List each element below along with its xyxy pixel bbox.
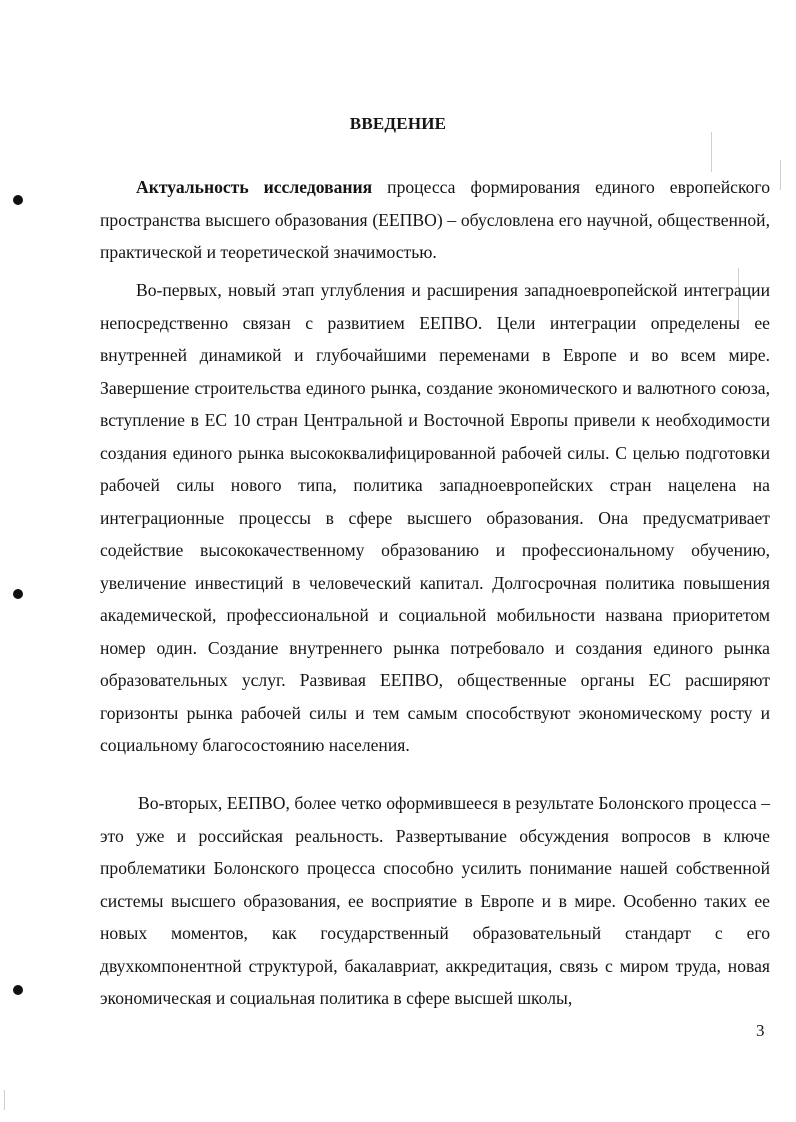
- page-number: 3: [756, 1021, 765, 1040]
- paragraph-first-reason: Во-первых, новый этап углубления и расширения западноевропейской интеграции непосредственно связан с развитием ЕЕПВО. Цели интеграции определены ее внутренней динамикой и глубочайшими переменами в Европе и во всем мире. Завершение строительства единого рынка, создание экономического и валютного союза, вступление в ЕС 10 стран Центральной и Восточной Европы привели к необходимости создания единого рынка высококвалифицированной рабочей силы. С целью подготовки рабочей силы нового типа, политика западноевропейских стран нацелена на интеграционные процессы в сфере высшего образования. Она предусматривает содействие высококачественному образованию и профессиональному обучению, увеличение инвестиций в человеческий капитал. Долгосрочная политика повышения академической, профессиональной и социальной мобильности названа приоритетом номер один. Создание внутреннего рынка потребовало и создания единого рынка образовательных услуг. Развивая ЕЕПВО, общественные органы ЕС расширяют горизонты рынка рабочей силы и тем самым способствуют экономическому росту и социальному благосостоянию населения.: [100, 280, 770, 755]
- scan-artifact: [780, 160, 781, 190]
- paragraph-text: процесса формирования единого европейского пространства высшего образования (ЕЕПВО) – обусловлена его научной, общественной, практической и теоретической значимостью.: [100, 177, 770, 262]
- paragraph-lead-term: Актуальность исследования: [136, 177, 373, 197]
- binder-hole-mark: [13, 985, 23, 995]
- scan-artifact: [711, 132, 712, 172]
- paragraph-relevance: [100, 171, 770, 269]
- page-title: ВВЕДЕНИЕ: [349, 114, 447, 133]
- scan-artifact: [4, 1090, 5, 1110]
- binder-hole-mark: [13, 589, 23, 599]
- paragraph-second-reason: Во-вторых, ЕЕПВО, более четко оформившееся в результате Болонского процесса – это уже и российская реальность. Развертывание обсуждения вопросов в ключе проблематики Болонского процесса способно усилить понимание нашей собственной системы высшего образования, ее восприятие в Европе и в мире. Особенно таких ее новых моментов, как государственный образовательный стандарт с его двухкомпонентной структурой, бакалавриат, аккредитация, связь с миром труда, новая экономическая и социальная политика в сфере высшей школы,: [100, 793, 770, 1008]
- binder-hole-mark: [13, 195, 23, 205]
